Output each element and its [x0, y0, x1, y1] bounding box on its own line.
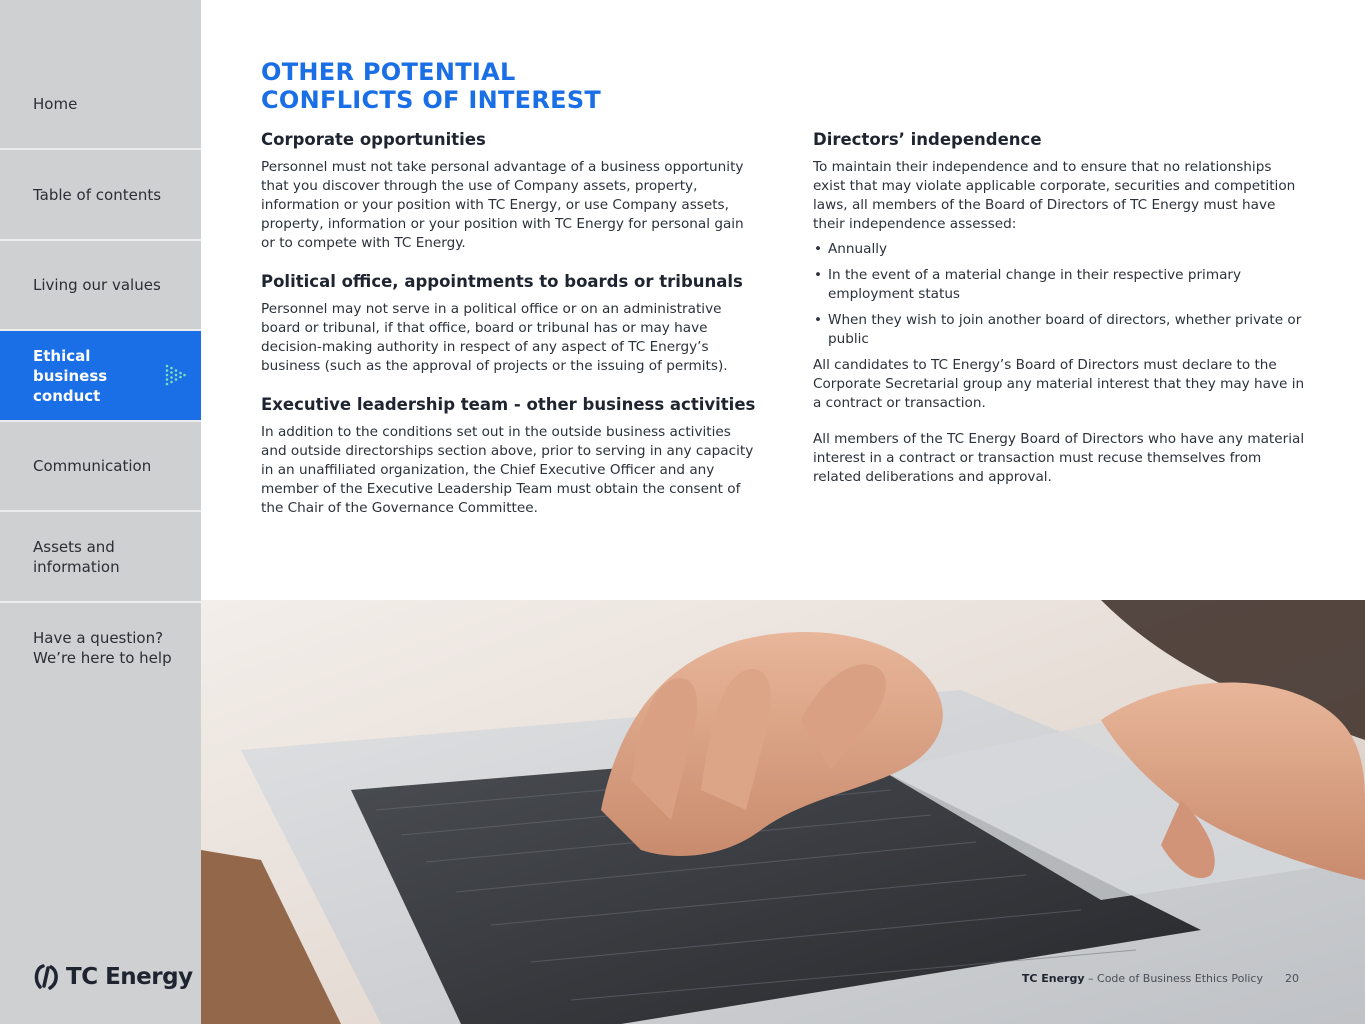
sidebar-item-label: Communication: [33, 457, 152, 475]
section-intro: To maintain their independence and to ensure that no relationships exist that may violate applicable corporate, securities and competition laws, all members of the Board of Directors of TC Energy must have their independence assessed:: [813, 159, 1296, 232]
section-heading: Directors’ independence: [813, 130, 1042, 149]
tc-energy-logo[interactable]: [32, 962, 193, 992]
logo-text: TC Energy: [66, 964, 193, 990]
section-political-office: [261, 270, 756, 376]
sidebar: [0, 0, 201, 1024]
laptop-illustration: [201, 600, 1365, 1024]
sidebar-item-living-our-values[interactable]: [0, 241, 201, 331]
page-title: [261, 58, 761, 114]
sidebar-item-label: Ethical business conduct: [33, 346, 108, 405]
footer-brand: TC Energy: [1021, 972, 1085, 985]
sidebar-item-ethical-business-conduct[interactable]: [0, 331, 201, 422]
left-column: [261, 128, 756, 535]
page-title-line-2: CONFLICTS OF INTEREST: [261, 86, 602, 114]
main-content: [201, 0, 1365, 600]
sidebar-item-label: Home: [33, 95, 78, 113]
section-executive-leadership: [261, 393, 756, 518]
section-text: All members of the TC Energy Board of Directors who have any material interest in a contract or transaction must recuse themselves from related deliberations and approval.: [813, 431, 1305, 485]
section-text: Personnel must not take personal advantage of a business opportunity that you discover through the use of Company assets, property, information or your position with TC Energy, or use Company assets, property, information or your position with TC Energy for personal gain or to compete with TC Energy.: [261, 159, 744, 251]
list-item: • Annually: [813, 240, 1308, 259]
section-heading: Political office, appointments to boards or tribunals: [261, 272, 743, 291]
section-corporate-opportunities: [261, 128, 756, 253]
sidebar-item-label: Living our values: [33, 276, 161, 294]
sidebar-item-label: Assets and information: [33, 537, 120, 576]
sidebar-item-communication[interactable]: [0, 422, 201, 512]
section-text: All candidates to TC Energy’s Board of Directors must declare to the Corporate Secretarial group any material interest that they may have in a contract or transaction.: [813, 357, 1305, 411]
sidebar-item-label: Have a question? We’re here to help: [33, 629, 172, 667]
right-column: [813, 128, 1308, 487]
sidebar-item-table-of-contents[interactable]: [0, 150, 201, 241]
footer-title-text: – Code of Business Ethics Policy: [1084, 972, 1263, 985]
footer-doc-title: [1022, 972, 1263, 985]
page-title-line-1: OTHER POTENTIAL: [261, 58, 516, 86]
section-heading: Corporate opportunities: [261, 130, 486, 149]
tc-energy-logo-icon: [32, 962, 62, 992]
list-item: • In the event of a material change in their respective primary employment status: [813, 266, 1308, 304]
list-item: • When they wish to join another board of directors, whether private or public: [813, 311, 1308, 349]
dotted-arrow-icon: [164, 363, 188, 387]
page-number: 20: [1285, 972, 1299, 985]
laptop-typing-photo: [201, 600, 1365, 1024]
sidebar-item-have-a-question[interactable]: [0, 603, 201, 693]
sidebar-item-home[interactable]: [0, 60, 201, 150]
section-text: Personnel may not serve in a political office or on an administrative board or tribunal, if that office, board or tribunal has or may have decision-making authority in respect of any aspect of TC Energy’s business (such as the approval of projects or the issuing of permits).: [261, 301, 728, 374]
section-heading: Executive leadership team - other business activities: [261, 395, 756, 414]
section-text: In addition to the conditions set out in the outside business activities and outside directorships section above, prior to serving in any capacity in an unaffiliated organization, the Chief Executive Officer and any member of the Executive Leadership Team must obtain the consent of the Chair of the Governance Committee.: [261, 424, 754, 516]
sidebar-item-label: Table of contents: [33, 185, 162, 204]
page-footer: [1022, 972, 1299, 985]
bullet-list: [813, 240, 1308, 349]
sidebar-item-assets-and-information[interactable]: [0, 512, 201, 603]
